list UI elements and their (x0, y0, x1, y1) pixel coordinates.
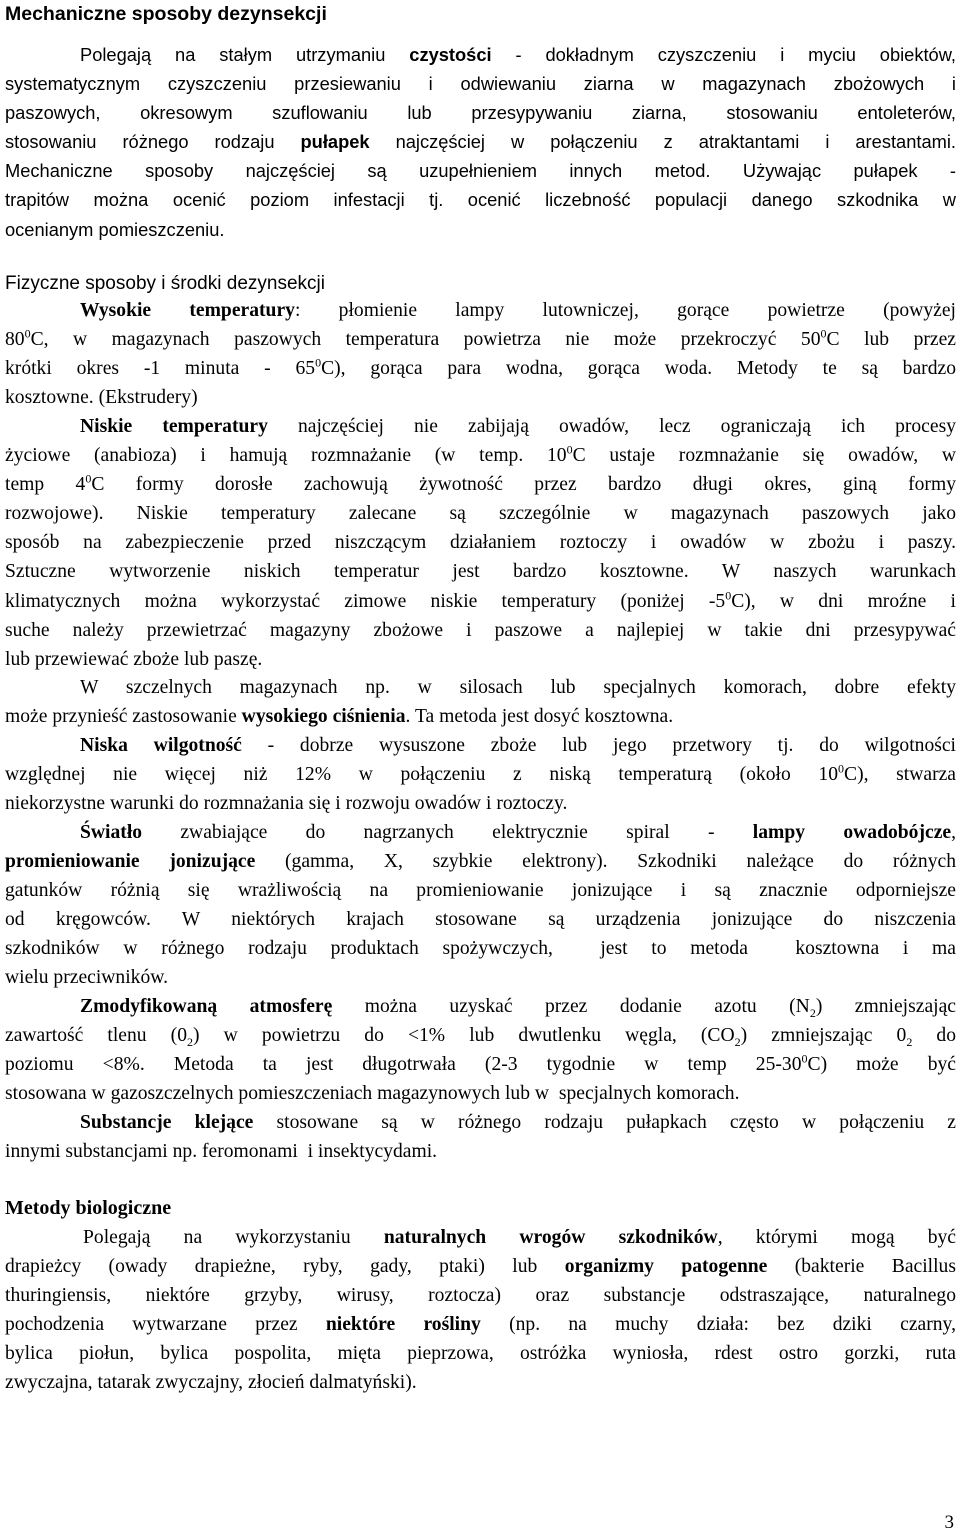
paragraph-mechanical: Polegają na stałym utrzymaniu czystości - dokładnym czyszczeniu i myciu obiektów, systematycznym czyszczeniu przesiewaniu i odwiewaniu ziarna w magazynach zbożowych i paszowych, okresowym szuflowaniu lub przesypywaniu ziarna, stosowaniu entoleterów, stosowaniu różnego rodzaju pułapek najczęściej w połączeniu z atraktantami i arestantami. Mechaniczne sposoby najczęściej są uzupełnieniem innych metod. Używając pułapek - trapitów można ocenić poziom infestacji tj. ocenić liczebność populacji danego szkodnika w ocenianym pomieszczeniu. (5, 44, 956, 240)
paragraph-light: Światło zwabiające do nagrzanych elektrycznie spiral - lampy owadobójcze, promieniowanie jonizujące (gamma, X, szybkie elektrony). Szkodniki należące do różnych gatunków różnią się wrażliwością na promieniowanie jonizujące i są znacznie odporniejsze od kręgowców. W niektórych krajach stosowane są urządzenia jonizujące do niszczenia szkodników w różnego rodzaju produktach spożywczych, jest to metoda kosztowna i ma wielu przeciwników. (5, 822, 956, 989)
section-heading-biological: Metody biologiczne (5, 1197, 172, 1219)
section-heading-physical: Fizyczne sposoby i środki dezynsekcji (5, 273, 325, 294)
section-heading-mechanical: Mechaniczne sposoby dezynsekcji (5, 3, 327, 25)
paragraph-high-pressure: W szczelnych magazynach np. w silosach lub specjalnych komorach, dobre efekty może przynieść zastosowanie wysokiego ciśnienia. Ta metoda jest dosyć kosztowna. (5, 677, 956, 728)
paragraph-adhesives: Substancje klejące stosowane są w różnego rodzaju pułapkach często w połączeniu z innymi substancjami np. feromonami i insektycydami. (5, 1112, 956, 1163)
paragraph-low-temperatures: Niskie temperatury najczęściej nie zabijają owadów, lecz ograniczają ich procesy życiowe (anabioza) i hamują rozmnażanie (w temp. $10^0C$ ustaje rozmnażanie się owadów, w temp $4^0C$ formy dorosłe zachowują żywotność przez bardzo długi okres, giną formy rozwojowe). Niskie temperatury zalecane są szczególnie w magazynach paszowych jako sposób na zabezpieczenie przed niszczącym działaniem roztoczy i owadów w zbożu i paszy. Sztuczne wytworzenie niskich temperatur jest bardzo kosztowne. W naszych warunkach klimatycznych można wykorzystać zimowe niskie temperatury (poniżej $-5^0C$), w dni mroźne i suche należy przewietrzać magazyny zbożowe i paszowe a najlepiej w takie dni przesypywać lub przewiewać zboże lub paszę. (5, 416, 956, 670)
paragraph-high-temperatures: Wysokie temperatury: płomienie lampy lutowniczej, gorące powietrze (powyżej $80^0C$, w magazynach paszowych temperatura powietrza nie może przekroczyć $50^0C$ lub przez krótki okres -1 minuta - $65^0C$), gorąca para wodna, gorąca woda. Metody te są bardzo kosztowne. (Ekstrudery) (5, 300, 956, 409)
page-number: 3 (944, 1512, 954, 1533)
paragraph-modified-atmosphere: Zmodyfikowaną atmosferę można uzyskać przez dodanie azotu $(N_2)$ zmniejszając zawartość tlenu $(0_2)$ w powietrzu do <1% lub dwutlenku węgla, $(CO_2)$ zmniejszając $0_2$ do poziomu <8%. Metoda ta jest długotrwała (2-3 tygodnie w temp $25-30^0C$) może być stosowana w gazoszczelnych pomieszczeniach magazynowych lub w specjalnych komorach. (5, 996, 956, 1105)
paragraph-low-humidity: Niska wilgotność - dobrze wysuszone zboże lub jego przetwory tj. do wilgotności względnej nie więcej niż 12% w połączeniu z niską temperaturą (około $10^0C$), stwarza niekorzystne warunki do rozmnażania się i rozwoju owadów i roztoczy. (5, 735, 956, 815)
paragraph-biological: Polegają na wykorzystaniu naturalnych wrogów szkodników, którymi mogą być drapieżcy (owady drapieżne, ryby, gady, ptaki) lub organizmy patogenne (bakterie Bacillus thuringiensis, niektóre grzyby, wirusy, roztocza) oraz substancje odstraszające, naturalnego pochodzenia wytwarzane przez niektóre rośliny (np. na muchy działa: bez dziki czarny, bylica piołun, bylica pospolita, mięta pieprzowa, ostróżka wyniosła, rdest ostro gorzki, ruta zwyczajna, tatarak zwyczajny, złocień dalmatyński). (5, 1227, 956, 1394)
